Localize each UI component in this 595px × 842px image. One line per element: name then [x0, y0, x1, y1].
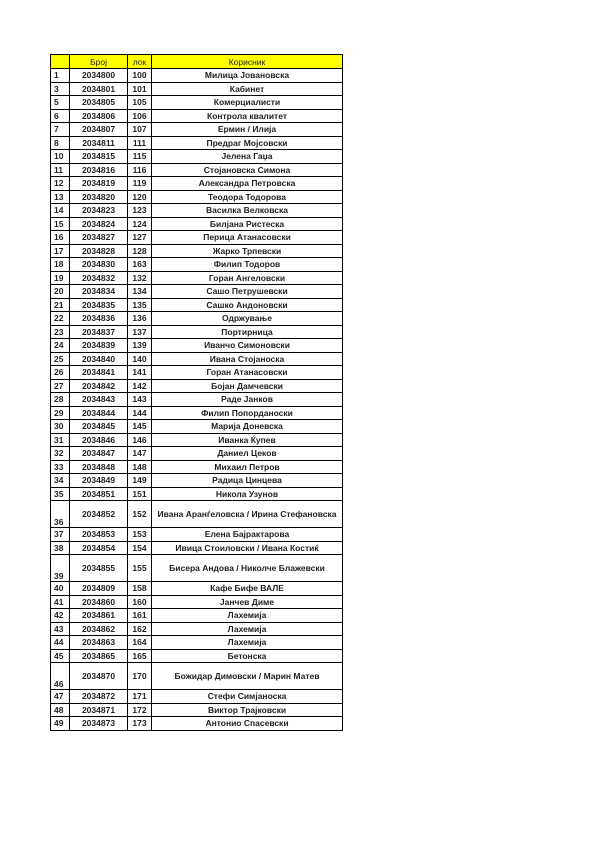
row-number-cell: 23 [51, 325, 70, 339]
row-number-cell: 48 [51, 703, 70, 717]
extension-cell: 163 [128, 258, 152, 272]
phone-number-cell: 2034853 [70, 528, 128, 542]
table-row [51, 123, 343, 137]
row-number-cell: 39 [51, 555, 70, 582]
table-row [51, 609, 343, 623]
extension-cell: 155 [128, 555, 152, 582]
table-row [51, 298, 343, 312]
phone-number-cell: 2034861 [70, 609, 128, 623]
user-name-cell: Билјана Ристеска [152, 217, 343, 231]
extension-cell: 105 [128, 96, 152, 110]
user-name-cell: Стефи Симјаноска [152, 690, 343, 704]
table-row [51, 703, 343, 717]
user-name-cell: Михаил Петров [152, 460, 343, 474]
phone-number-cell: 2034824 [70, 217, 128, 231]
phone-number-cell: 2034830 [70, 258, 128, 272]
phone-number-cell: 2034848 [70, 460, 128, 474]
extension-cell: 158 [128, 582, 152, 596]
row-number-cell: 15 [51, 217, 70, 231]
table-row [51, 393, 343, 407]
phone-number-cell: 2034844 [70, 406, 128, 420]
phone-number-cell: 2034852 [70, 501, 128, 528]
extension-cell: 111 [128, 136, 152, 150]
table-row [51, 109, 343, 123]
extension-cell: 140 [128, 352, 152, 366]
row-number-cell: 17 [51, 244, 70, 258]
extension-cell: 120 [128, 190, 152, 204]
user-name-cell: Марија Доневска [152, 420, 343, 434]
row-number-cell: 11 [51, 163, 70, 177]
user-name-cell: Одржување [152, 312, 343, 326]
extension-cell: 147 [128, 447, 152, 461]
phone-number-cell: 2034854 [70, 541, 128, 555]
phone-number-cell: 2034862 [70, 622, 128, 636]
extension-cell: 164 [128, 636, 152, 650]
phone-number-cell: 2034800 [70, 69, 128, 83]
user-name-cell: Ермин / Илија [152, 123, 343, 137]
phone-number-cell: 2034837 [70, 325, 128, 339]
extension-cell: 127 [128, 231, 152, 245]
row-number-cell: 33 [51, 460, 70, 474]
user-name-cell: Антонио Спасевски [152, 717, 343, 731]
user-name-cell: Елена Бајрактарова [152, 528, 343, 542]
row-number-cell: 24 [51, 339, 70, 353]
extension-cell: 146 [128, 433, 152, 447]
user-name-cell: Контрола квалитет [152, 109, 343, 123]
user-name-cell: Радица Цинцева [152, 474, 343, 488]
phone-number-cell: 2034860 [70, 595, 128, 609]
user-name-cell: Кабинет [152, 82, 343, 96]
table-row [51, 217, 343, 231]
phone-number-cell: 2034806 [70, 109, 128, 123]
user-name-cell: Божидар Димовски / Марин Матев [152, 663, 343, 690]
table-row [51, 717, 343, 731]
phone-number-cell: 2034815 [70, 150, 128, 164]
extension-cell: 100 [128, 69, 152, 83]
user-name-cell: Милица Јовановска [152, 69, 343, 83]
table-row [51, 339, 343, 353]
row-number-cell: 42 [51, 609, 70, 623]
extension-cell: 160 [128, 595, 152, 609]
user-name-cell: Комерциалисти [152, 96, 343, 110]
extension-cell: 128 [128, 244, 152, 258]
table-row [51, 433, 343, 447]
extension-cell: 162 [128, 622, 152, 636]
row-number-cell: 1 [51, 69, 70, 83]
table-row [51, 285, 343, 299]
phone-number-cell: 2034851 [70, 487, 128, 501]
row-number-cell: 45 [51, 649, 70, 663]
phone-number-cell: 2034873 [70, 717, 128, 731]
table-row [51, 460, 343, 474]
phone-number-cell: 2034871 [70, 703, 128, 717]
table-row [51, 541, 343, 555]
row-number-cell: 12 [51, 177, 70, 191]
table-row [51, 312, 343, 326]
row-number-cell: 18 [51, 258, 70, 272]
user-name-cell: Стојановска Симона [152, 163, 343, 177]
phone-number-cell: 2034819 [70, 177, 128, 191]
extension-cell: 139 [128, 339, 152, 353]
phone-number-cell: 2034840 [70, 352, 128, 366]
phone-number-cell: 2034870 [70, 663, 128, 690]
phone-number-cell: 2034823 [70, 204, 128, 218]
phone-number-cell: 2034841 [70, 366, 128, 380]
phone-number-cell: 2034834 [70, 285, 128, 299]
phone-number-cell: 2034801 [70, 82, 128, 96]
extension-cell: 135 [128, 298, 152, 312]
phone-number-cell: 2034849 [70, 474, 128, 488]
user-name-cell: Лахемија [152, 636, 343, 650]
table-row [51, 420, 343, 434]
table-row [51, 190, 343, 204]
user-name-cell: Бетонска [152, 649, 343, 663]
row-number-cell: 25 [51, 352, 70, 366]
user-name-cell: Раде Јанков [152, 393, 343, 407]
row-number-cell: 47 [51, 690, 70, 704]
table-row [51, 447, 343, 461]
row-number-cell: 29 [51, 406, 70, 420]
row-number-cell: 34 [51, 474, 70, 488]
table-row [51, 258, 343, 272]
table-row [51, 636, 343, 650]
user-name-cell: Ивана Аранѓеловска / Ирина Стефановска [152, 501, 343, 528]
row-number-cell: 22 [51, 312, 70, 326]
user-name-cell: Сашо Петрушевски [152, 285, 343, 299]
table-row [51, 163, 343, 177]
row-number-cell: 20 [51, 285, 70, 299]
table-row [51, 582, 343, 596]
phone-number-cell: 2034836 [70, 312, 128, 326]
user-name-cell: Филип Попорданоски [152, 406, 343, 420]
header-user: Корисник [152, 55, 343, 69]
user-name-cell: Јанчев Диме [152, 595, 343, 609]
phone-number-cell: 2034855 [70, 555, 128, 582]
user-name-cell: Даниел Цеков [152, 447, 343, 461]
row-number-cell: 3 [51, 82, 70, 96]
table-row [51, 528, 343, 542]
user-name-cell: Бојан Дамчевски [152, 379, 343, 393]
table-row [51, 325, 343, 339]
user-name-cell: Теодора Тодорова [152, 190, 343, 204]
table-row [51, 649, 343, 663]
row-number-cell: 7 [51, 123, 70, 137]
table-row [51, 271, 343, 285]
user-name-cell: Ивана Стојаноска [152, 352, 343, 366]
extension-cell: 165 [128, 649, 152, 663]
phone-number-cell: 2034811 [70, 136, 128, 150]
header-extension: лок [128, 55, 152, 69]
user-name-cell: Иванка Ќупев [152, 433, 343, 447]
phone-number-cell: 2034846 [70, 433, 128, 447]
row-number-cell: 41 [51, 595, 70, 609]
extension-cell: 149 [128, 474, 152, 488]
table-row [51, 177, 343, 191]
row-number-cell: 10 [51, 150, 70, 164]
row-number-cell: 37 [51, 528, 70, 542]
row-number-cell: 16 [51, 231, 70, 245]
row-number-cell: 35 [51, 487, 70, 501]
phone-number-cell: 2034843 [70, 393, 128, 407]
user-name-cell: Горан Ангеловски [152, 271, 343, 285]
extension-cell: 136 [128, 312, 152, 326]
extension-cell: 115 [128, 150, 152, 164]
row-number-cell: 49 [51, 717, 70, 731]
extension-cell: 148 [128, 460, 152, 474]
row-number-cell: 30 [51, 420, 70, 434]
extension-cell: 152 [128, 501, 152, 528]
phone-number-cell: 2034820 [70, 190, 128, 204]
phone-number-cell: 2034842 [70, 379, 128, 393]
phone-number-cell: 2034807 [70, 123, 128, 137]
extension-cell: 151 [128, 487, 152, 501]
extension-cell: 144 [128, 406, 152, 420]
extension-cell: 145 [128, 420, 152, 434]
phone-number-cell: 2034865 [70, 649, 128, 663]
phone-number-cell: 2034835 [70, 298, 128, 312]
row-number-cell: 43 [51, 622, 70, 636]
extension-cell: 137 [128, 325, 152, 339]
row-number-cell: 38 [51, 541, 70, 555]
table-row [51, 690, 343, 704]
user-name-cell: Жарко Трпевски [152, 244, 343, 258]
user-name-cell: Филип Тодоров [152, 258, 343, 272]
extension-cell: 173 [128, 717, 152, 731]
row-number-cell: 13 [51, 190, 70, 204]
extension-cell: 119 [128, 177, 152, 191]
user-name-cell: Перица Атанасовски [152, 231, 343, 245]
row-number-cell: 26 [51, 366, 70, 380]
table-row [51, 366, 343, 380]
extension-cell: 143 [128, 393, 152, 407]
row-number-cell: 40 [51, 582, 70, 596]
row-number-cell: 19 [51, 271, 70, 285]
table-row [51, 487, 343, 501]
row-number-cell: 32 [51, 447, 70, 461]
table-row [51, 204, 343, 218]
user-name-cell: Александра Петровска [152, 177, 343, 191]
extension-cell: 123 [128, 204, 152, 218]
table-row [51, 69, 343, 83]
phone-number-cell: 2034832 [70, 271, 128, 285]
phone-number-cell: 2034816 [70, 163, 128, 177]
row-number-cell: 46 [51, 663, 70, 690]
table-row [51, 231, 343, 245]
user-name-cell: Никола Узунов [152, 487, 343, 501]
extension-cell: 106 [128, 109, 152, 123]
user-name-cell: Василка Велковска [152, 204, 343, 218]
phone-number-cell: 2034809 [70, 582, 128, 596]
row-number-cell: 36 [51, 501, 70, 528]
row-number-cell: 6 [51, 109, 70, 123]
table-row [51, 96, 343, 110]
table-body [51, 69, 343, 731]
extension-cell: 141 [128, 366, 152, 380]
row-number-cell: 21 [51, 298, 70, 312]
phone-number-cell: 2034847 [70, 447, 128, 461]
table-row [51, 622, 343, 636]
extension-cell: 171 [128, 690, 152, 704]
row-number-cell: 28 [51, 393, 70, 407]
phone-number-cell: 2034828 [70, 244, 128, 258]
user-name-cell: Кафе Бифе ВАЛЕ [152, 582, 343, 596]
row-number-cell: 8 [51, 136, 70, 150]
user-name-cell: Сашко Андоновски [152, 298, 343, 312]
user-name-cell: Иванчо Симоновски [152, 339, 343, 353]
extension-cell: 116 [128, 163, 152, 177]
table-row [51, 406, 343, 420]
row-number-cell: 5 [51, 96, 70, 110]
table-row [51, 501, 343, 528]
extension-cell: 161 [128, 609, 152, 623]
table-row [51, 555, 343, 582]
phone-number-cell: 2034839 [70, 339, 128, 353]
table-row [51, 244, 343, 258]
header-index [51, 55, 70, 69]
extension-cell: 107 [128, 123, 152, 137]
extension-cell: 153 [128, 528, 152, 542]
user-name-cell: Виктор Трајковски [152, 703, 343, 717]
phone-number-cell: 2034872 [70, 690, 128, 704]
user-name-cell: Портирница [152, 325, 343, 339]
user-name-cell: Јелена Гаџа [152, 150, 343, 164]
user-name-cell: Предраг Мојсовски [152, 136, 343, 150]
extension-cell: 124 [128, 217, 152, 231]
table-row [51, 663, 343, 690]
user-name-cell: Горан Атанасовски [152, 366, 343, 380]
table-row [51, 136, 343, 150]
row-number-cell: 44 [51, 636, 70, 650]
header-row [51, 55, 343, 69]
phone-number-cell: 2034845 [70, 420, 128, 434]
row-number-cell: 27 [51, 379, 70, 393]
extension-cell: 134 [128, 285, 152, 299]
phone-number-cell: 2034805 [70, 96, 128, 110]
extension-cell: 132 [128, 271, 152, 285]
phone-number-cell: 2034863 [70, 636, 128, 650]
table-row [51, 352, 343, 366]
extension-cell: 154 [128, 541, 152, 555]
table-row [51, 474, 343, 488]
extension-cell: 142 [128, 379, 152, 393]
user-name-cell: Лахемија [152, 609, 343, 623]
header-number: Број [70, 55, 128, 69]
table-row [51, 595, 343, 609]
phone-directory-table [50, 54, 343, 731]
extension-cell: 170 [128, 663, 152, 690]
table-row [51, 150, 343, 164]
row-number-cell: 14 [51, 204, 70, 218]
phone-number-cell: 2034827 [70, 231, 128, 245]
user-name-cell: Бисера Андова / Николче Блажевски [152, 555, 343, 582]
table-row [51, 82, 343, 96]
extension-cell: 172 [128, 703, 152, 717]
user-name-cell: Лахемија [152, 622, 343, 636]
user-name-cell: Ивица Стоиловски / Ивана Костиќ [152, 541, 343, 555]
row-number-cell: 31 [51, 433, 70, 447]
table-row [51, 379, 343, 393]
extension-cell: 101 [128, 82, 152, 96]
